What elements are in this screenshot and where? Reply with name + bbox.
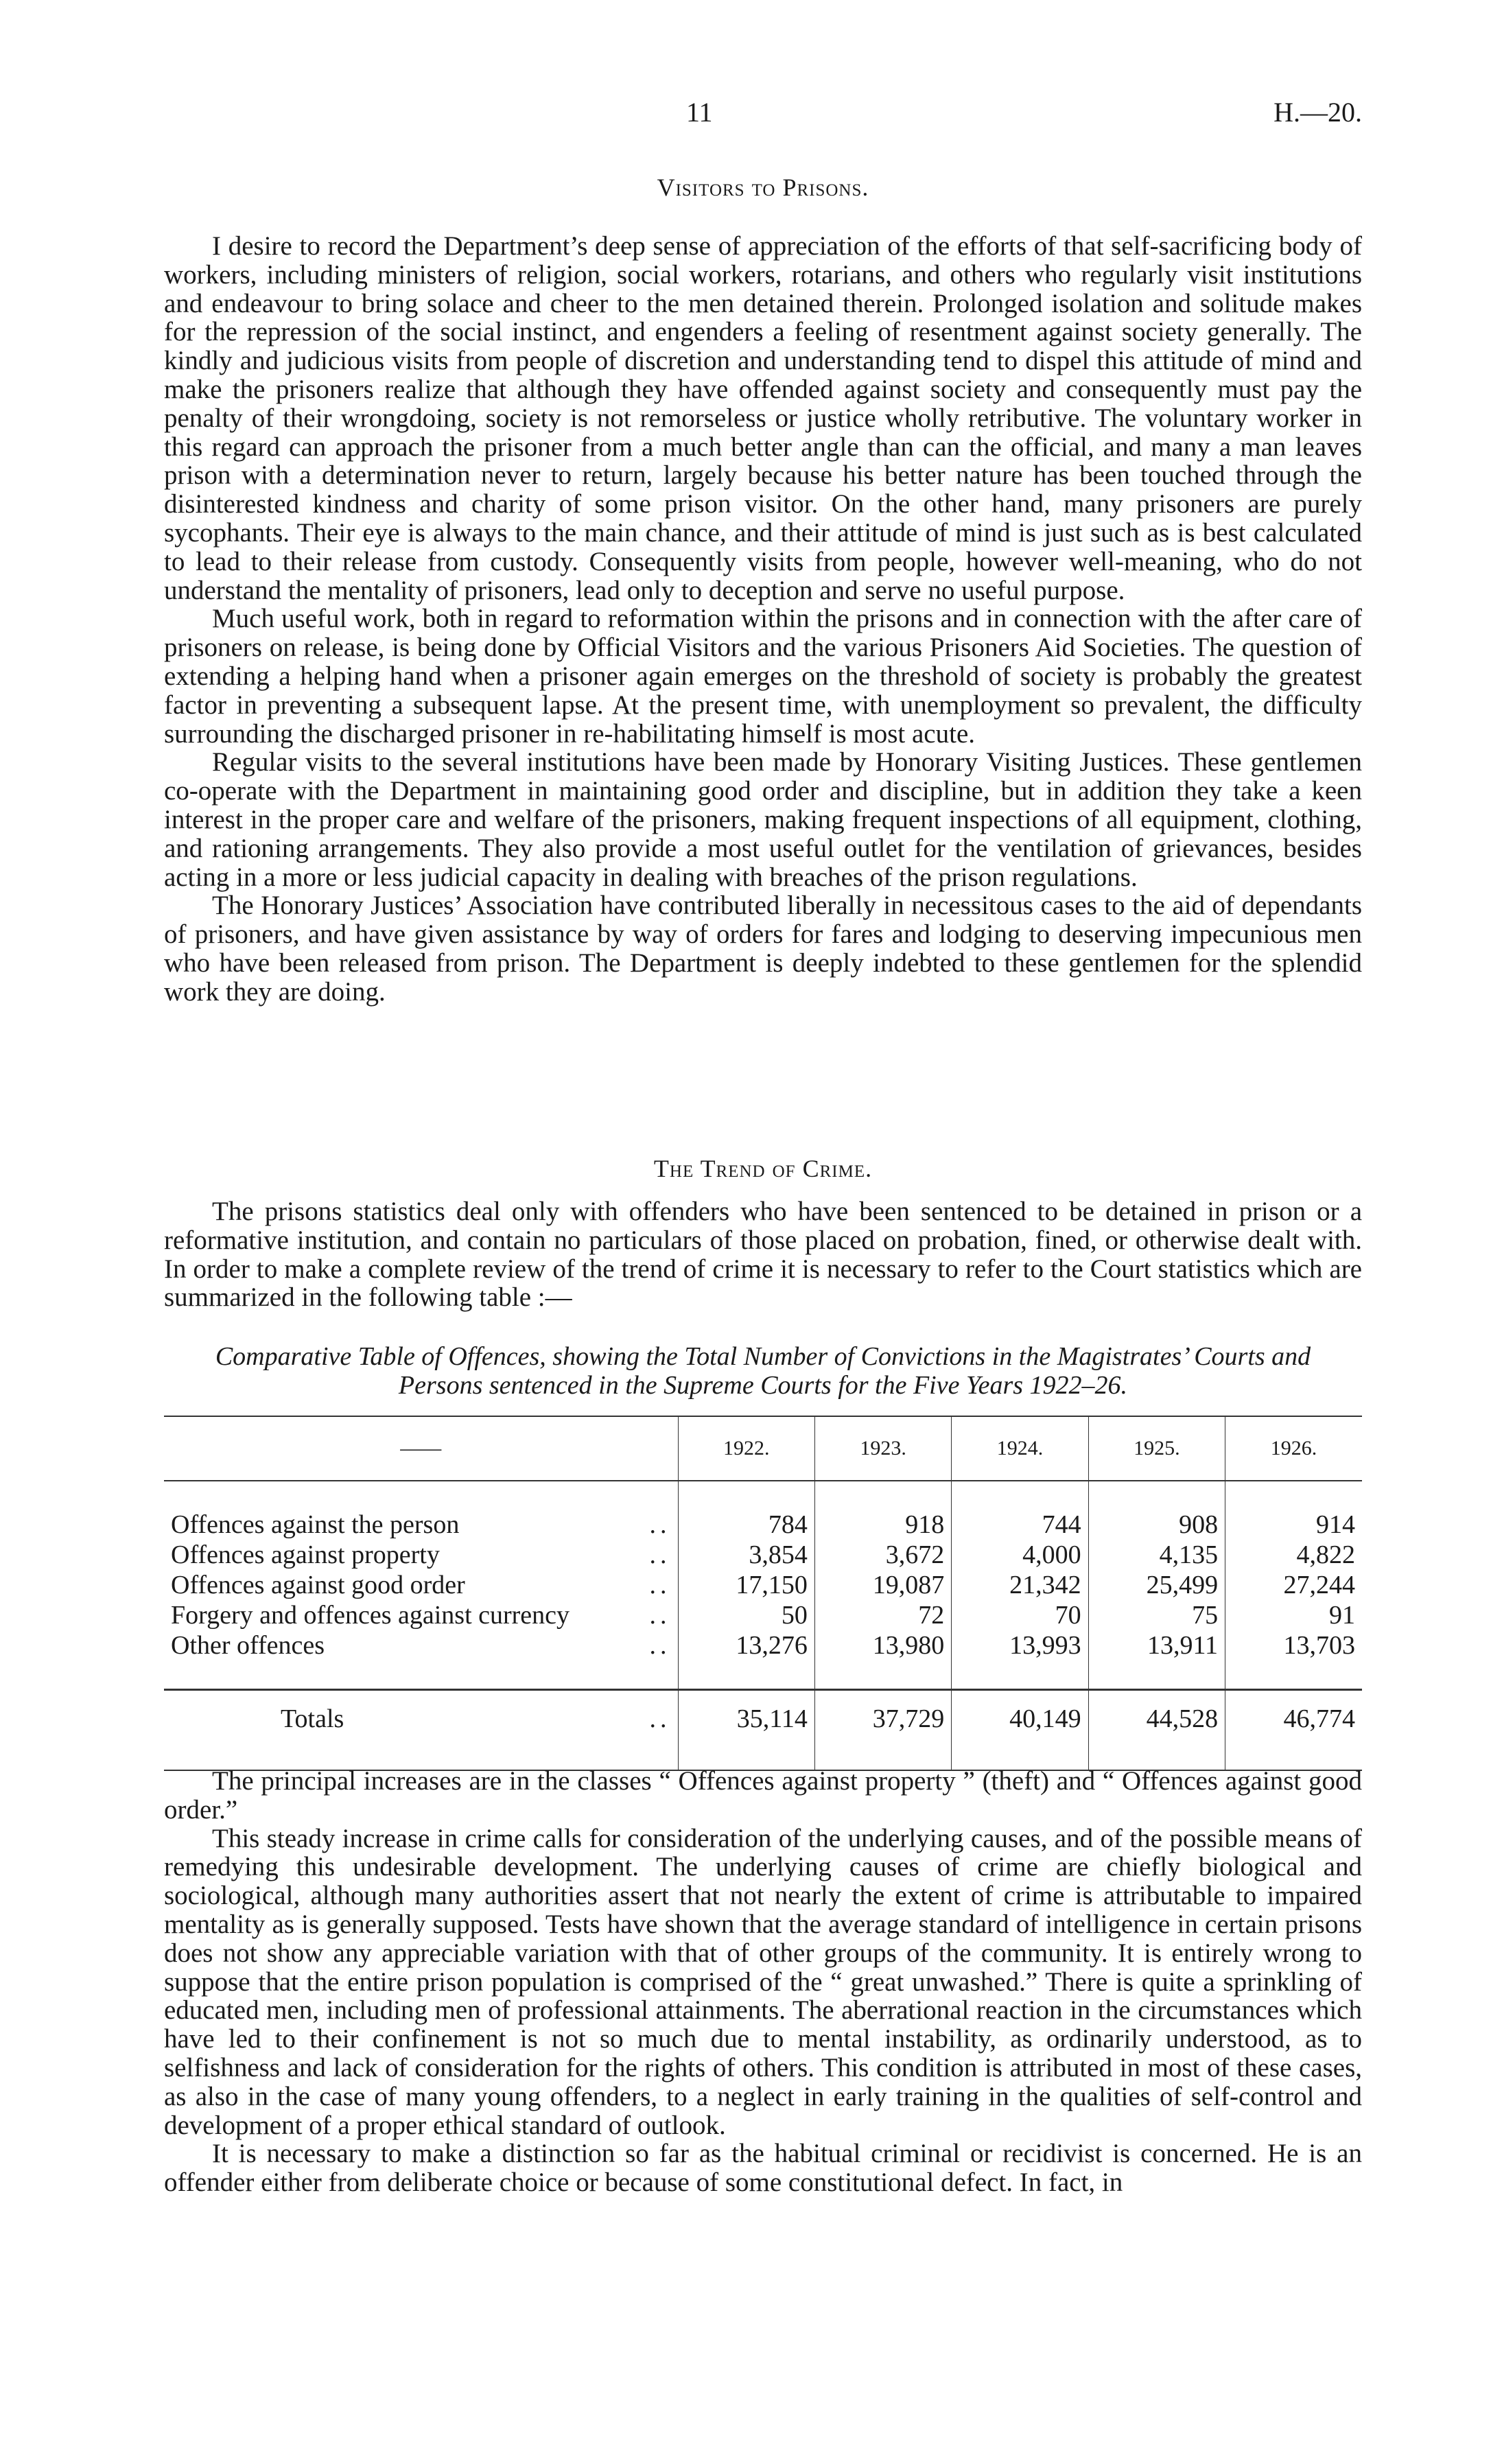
section-analysis-body: [164, 1767, 1362, 2197]
cell-value: 784: [678, 1510, 814, 1540]
paragraph: The prisons statistics deal only with offenders who have been sentenced to be detained in prison or a reformative institution, and contain no particulars of those placed on probation, fined, or otherwise dealt with. In order to make a complete review of the trend of crime it is necessary to refer to the Court statistics which are summarized in the following table :—: [164, 1197, 1362, 1313]
paragraph: The principal increases are in the classes “ Offences against property ” (theft) and “ Offences against good order.”: [164, 1766, 1362, 1824]
cell-value: 75: [1088, 1600, 1225, 1630]
table-row: [164, 1540, 1362, 1570]
table-caption: [164, 1342, 1362, 1400]
section-heading-trend: The Trend of Crime.: [653, 1155, 873, 1182]
cell-value: 21,342: [952, 1570, 1088, 1600]
row-label: [164, 1689, 678, 1741]
caption-line: Comparative Table of Offences, showing the Total Number of Convictions in the Magistrates’ Courts and: [215, 1342, 1311, 1371]
paragraph: Much useful work, both in regard to reformation within the prisons and in connection with the after care of prisoners on release, is being done by Official Visitors and the various Prisoners Aid Societies. The question of extending a helping hand when a prisoner again emerges on the threshold of society is probably the greatest factor in preventing a subsequent lapse. At the present time, with unemployment so prevalent, the difficulty surrounding the discharged prisoner in re-habilitating himself is most acute.: [164, 604, 1362, 749]
cell-value: 914: [1225, 1510, 1362, 1540]
totals-row: [164, 1689, 1362, 1741]
cell-value: 72: [814, 1600, 951, 1630]
year-header: 1924.: [952, 1416, 1088, 1481]
row-label: [164, 1600, 678, 1630]
row-label-text: Totals: [281, 1704, 344, 1733]
document-reference: H.—20.: [1273, 97, 1362, 128]
leader-dots: ..: [649, 1510, 671, 1539]
cell-value: 4,000: [952, 1540, 1088, 1570]
leader-dots: ..: [649, 1704, 671, 1733]
offences-table: [164, 1416, 1362, 1771]
row-label: [164, 1510, 678, 1540]
cell-value: 17,150: [678, 1570, 814, 1600]
cell-value: 40,149: [952, 1689, 1088, 1741]
corner-dash: ——: [400, 1437, 442, 1459]
cell-value: 13,980: [814, 1630, 951, 1661]
paragraph: The Honorary Justices’ Association have contributed liberally in necessitous cases to the aid of dependants of prisoners, and have given assistance by way of orders for fares and lodging to deserving impecunious men who have been released from prison. The Department is deeply indebted to these gentlemen for the splendid work they are doing.: [164, 891, 1362, 1007]
table-row: [164, 1570, 1362, 1600]
leader-dots: ..: [649, 1571, 671, 1599]
cell-value: 19,087: [814, 1570, 951, 1600]
table-header-row: [164, 1416, 1362, 1481]
section-heading-visitors: Visitors to Prisons.: [657, 174, 869, 201]
cell-value: 3,854: [678, 1540, 814, 1570]
cell-value: 13,703: [1225, 1630, 1362, 1661]
row-label-text: Forgery and offences against currency: [171, 1601, 570, 1630]
cell-value: 3,672: [814, 1540, 951, 1570]
cell-value: 4,822: [1225, 1540, 1362, 1570]
page-number: 11: [686, 97, 713, 128]
section-visitors-body: [164, 232, 1362, 1007]
cell-value: 35,114: [678, 1689, 814, 1741]
paragraph: This steady increase in crime calls for consideration of the underlying causes, and of the possible means of remedying this undesirable development. The underlying causes of crime are chiefly biological and sociological, although many authorities assert that not nearly the extent of crime is attributable to impaired mentality as is generally supposed. Tests have shown that the average standard of intelligence in certain prisons does not show any appreciable variation with that of other groups of the community. It is entirely wrong to suppose that the entire prison population is comprised of the “ great unwashed.” There is quite a sprinkling of educated men, including men of professional attainments. The aberrational reaction in the circumstances which have led to their confinement is not so much due to mental instability, as ordinarily understood, as to selfishness and lack of consideration for the rights of others. This condition is attributed in most of these cases, as also in the case of many young offenders, to a neglect in early training in the qualities of self-control and development of a proper ethical standard of outlook.: [164, 1823, 1362, 2140]
leader-dots: ..: [649, 1601, 671, 1630]
cell-value: 91: [1225, 1600, 1362, 1630]
row-label: [164, 1570, 678, 1600]
section-trend-body: [164, 1197, 1362, 1312]
leader-dots: ..: [649, 1540, 671, 1569]
cell-value: 13,993: [952, 1630, 1088, 1661]
paragraph: It is necessary to make a distinction so far as the habitual criminal or recidivist is concerned. He is an offender either from deliberate choice or because of some constitutional defect. In fact, in: [164, 2139, 1362, 2198]
table-row: [164, 1630, 1362, 1661]
cell-value: 13,911: [1088, 1630, 1225, 1661]
cell-value: 46,774: [1225, 1689, 1362, 1741]
cell-value: 744: [952, 1510, 1088, 1540]
cell-value: 37,729: [814, 1689, 951, 1741]
year-header: 1922.: [678, 1416, 814, 1481]
row-label-text: Other offences: [171, 1631, 325, 1660]
row-label-text: Offences against good order: [171, 1571, 465, 1599]
leader-dots: ..: [649, 1631, 671, 1660]
cell-value: 918: [814, 1510, 951, 1540]
cell-value: 25,499: [1088, 1570, 1225, 1600]
paragraph: Regular visits to the several institutions have been made by Honorary Visiting Justices. These gentlemen co-operate with the Department in maintaining good order and discipline, but in addition they take a keen interest in the proper care and welfare of the prisoners, making frequent inspections of all equipment, clothing, and rationing arrangements. They also provide a most useful outlet for the ventilation of grievances, besides acting in a more or less judicial capacity in dealing with breaches of the prison regulations.: [164, 747, 1362, 892]
row-label-text: Offences against property: [171, 1540, 440, 1569]
cell-value: 27,244: [1225, 1570, 1362, 1600]
cell-value: 70: [952, 1600, 1088, 1630]
cell-value: 4,135: [1088, 1540, 1225, 1570]
year-header: 1925.: [1088, 1416, 1225, 1481]
paragraph: I desire to record the Department’s deep sense of appreciation of the efforts of that self-sacrificing body of workers, including ministers of religion, social workers, rotarians, and others who regularly visit institutions and endeavour to bring solace and cheer to the men detained therein. Prolonged isolation and solitude makes for the repression of the social instinct, and engenders a feeling of resentment against society generally. The kindly and judicious visits from people of discretion and understanding tend to dispel this attitude of mind and make the prisoners realize that although they have offended against society and consequently must pay the penalty of their wrongdoing, society is not remorseless or justice wholly retributive. The voluntary worker in this regard can approach the prisoner from a much better angle than can the official, and many a man leaves prison with a determination never to return, largely because his better nature has been touched through the disinterested kindness and charity of some prison visitor. On the other hand, many prisoners are purely sycophants. Their eye is always to the main chance, and their attitude of mind is just such as is best calculated to lead to their release from custody. Consequently visits from people, however well-meaning, who do not understand the mentality of prisoners, lead only to deception and serve no useful purpose.: [164, 231, 1362, 605]
cell-value: 44,528: [1088, 1689, 1225, 1741]
row-label: [164, 1630, 678, 1661]
table-row: [164, 1600, 1362, 1630]
cell-value: 908: [1088, 1510, 1225, 1540]
cell-value: 50: [678, 1600, 814, 1630]
caption-line: Persons sentenced in the Supreme Courts for the Five Years 1922–26.: [398, 1371, 1128, 1400]
row-label: [164, 1540, 678, 1570]
year-header: 1923.: [814, 1416, 951, 1481]
year-header: 1926.: [1225, 1416, 1362, 1481]
cell-value: 13,276: [678, 1630, 814, 1661]
table-row: [164, 1510, 1362, 1540]
row-label-text: Offences against the person: [171, 1510, 460, 1539]
